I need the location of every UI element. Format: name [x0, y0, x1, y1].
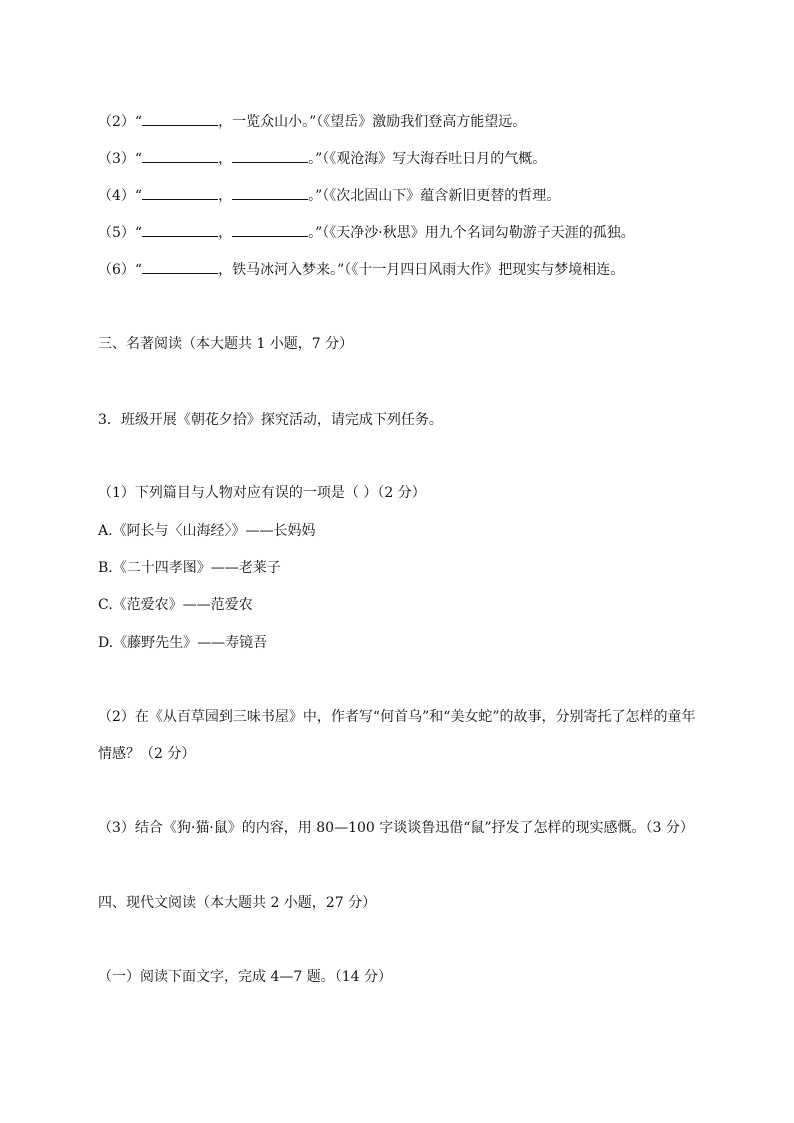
option-c: C.《范爱农》——范爱农	[98, 597, 253, 613]
option-d: D.《藤野先生》——寿镜吾	[98, 635, 268, 651]
question-3-1: （1）下列篇目与人物对应有误的一项是（ ）（2 分）	[98, 485, 426, 501]
fill-blank-item-4: （4）“ ， 。”（《次北固山下》蕴含新旧更替的哲理。	[98, 188, 561, 204]
item-number: （4）	[98, 188, 135, 204]
question-3-2-line1: （2）在《从百草园到三味书屋》中，作者写“何首乌”和“美女蛇”的故事，分别寄托了怎样的童年	[98, 709, 696, 725]
answer-blank[interactable]	[142, 186, 218, 200]
item-text: 。”（《天净沙·秋思》用九个名词勾勒游子天涯的孤独。	[308, 225, 635, 241]
answer-blank[interactable]	[142, 149, 218, 163]
answer-blank[interactable]	[142, 260, 218, 274]
item-text: 。”（《观沧海》写大海吞吐日月的气概。	[308, 151, 547, 167]
item-number: （5）	[98, 225, 135, 241]
section-heading-4: 四、现代文阅读（本大题共 2 小题，27 分）	[98, 895, 377, 911]
fill-blank-item-6: （6）“ ，铁马冰河入梦来。”（《十一月四日风雨大作》把现实与梦境相连。	[98, 262, 625, 278]
item-number: （3）	[98, 151, 135, 167]
option-b: B.《二十四孝图》——老莱子	[98, 560, 281, 576]
item-number: （6）	[98, 262, 135, 278]
reading-part-1: （一）阅读下面文字，完成 4—7 题。（14 分）	[98, 969, 392, 985]
question-3-2-line2: 情感？（2 分）	[98, 746, 196, 762]
answer-blank[interactable]	[142, 112, 218, 126]
item-text: ，铁马冰河入梦来。”（《十一月四日风雨大作》把现实与梦境相连。	[218, 262, 625, 278]
option-a: A.《阿长与〈山海经〉》——长妈妈	[98, 523, 316, 539]
answer-blank[interactable]	[232, 149, 308, 163]
item-number: （2）	[98, 114, 135, 130]
item-text: ，一览众山小。”（《望岳》激励我们登高方能望远。	[218, 114, 527, 130]
fill-blank-item-3: （3）“ ， 。”（《观沧海》写大海吞吐日月的气概。	[98, 151, 547, 167]
answer-blank[interactable]	[142, 223, 218, 237]
answer-blank[interactable]	[232, 186, 308, 200]
item-text: 。”（《次北固山下》蕴含新旧更替的哲理。	[308, 188, 561, 204]
question-3-intro: 3．班级开展《朝花夕拾》探究活动，请完成下列任务。	[98, 412, 443, 428]
section-heading-3: 三、名著阅读（本大题共 1 小题，7 分）	[98, 336, 354, 352]
question-3-3: （3）结合《狗·猫·鼠》的内容，用 80—100 字谈谈鲁迅借“鼠”抒发了怎样的现实感慨。（3 分）	[98, 820, 694, 836]
answer-blank[interactable]	[232, 223, 308, 237]
fill-blank-item-2: （2）“ ，一览众山小。”（《望岳》激励我们登高方能望远。	[98, 114, 527, 130]
fill-blank-item-5: （5）“ ， 。”（《天净沙·秋思》用九个名词勾勒游子天涯的孤独。	[98, 225, 635, 241]
